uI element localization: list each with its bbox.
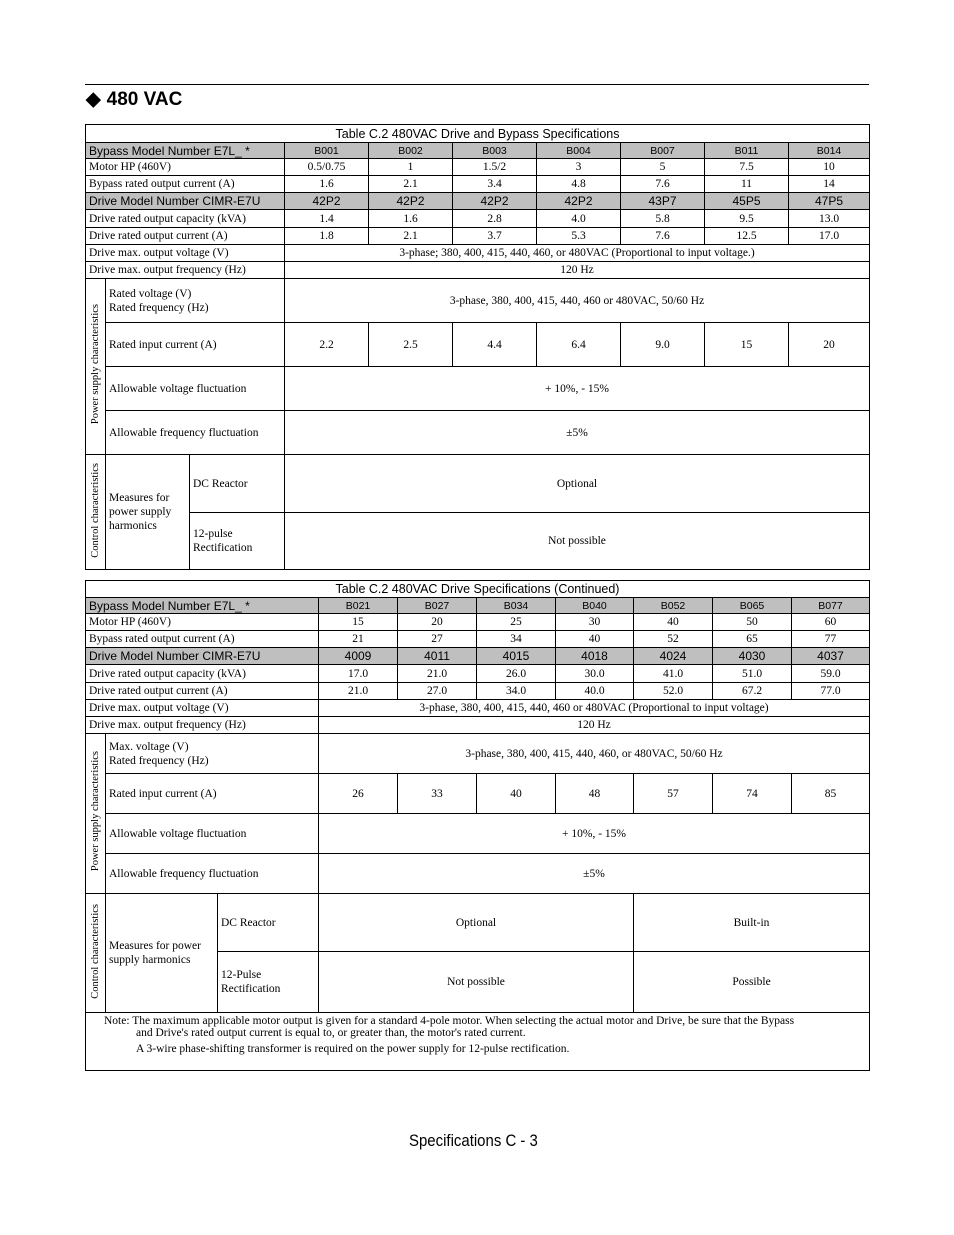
- bypass-model: B003: [453, 143, 537, 159]
- cell: 2.1: [369, 176, 453, 193]
- row-label: Allowable frequency fluctuation: [106, 854, 319, 894]
- spec-table-2: [85, 580, 870, 1071]
- row-label: Drive rated output capacity (kVA): [86, 210, 285, 228]
- cell-span: 3-phase, 380, 400, 415, 440, 460 or 480VAC (Proportional to input voltage): [319, 700, 870, 717]
- row-label: Measures for power supply harmonics: [106, 455, 190, 570]
- cell: 4.8: [537, 176, 621, 193]
- row-label: Rated input current (A): [106, 323, 285, 367]
- cell: 74: [713, 774, 792, 814]
- row-label: Max. voltage (V) Rated frequency (Hz): [106, 734, 319, 774]
- cell: 59.0: [792, 665, 870, 683]
- cell: 52.0: [634, 683, 713, 700]
- cell: 52: [634, 631, 713, 648]
- cell-span: + 10%, - 15%: [285, 367, 870, 411]
- cell: 6.4: [537, 323, 621, 367]
- row-label: Drive max. output voltage (V): [86, 700, 319, 717]
- row-label: Allowable frequency fluctuation: [106, 411, 285, 455]
- row-sublabel: DC Reactor: [190, 455, 285, 513]
- bypass-model-label: Bypass Model Number E7L_ *: [86, 143, 285, 159]
- cell: 85: [792, 774, 870, 814]
- cell: 7.5: [705, 159, 789, 176]
- row-label: Motor HP (460V): [86, 159, 285, 176]
- cell: 2.1: [369, 228, 453, 245]
- cell: 21: [319, 631, 398, 648]
- cell-span: 120 Hz: [319, 717, 870, 734]
- bypass-model-label: Bypass Model Number E7L_ *: [86, 598, 319, 614]
- bypass-model: B001: [285, 143, 369, 159]
- section-title: 480 VAC: [106, 89, 183, 110]
- drive-model-label: Drive Model Number CIMR-E7U: [86, 648, 319, 665]
- cell: 15: [319, 614, 398, 631]
- cell: 1.6: [369, 210, 453, 228]
- bypass-model: B040: [556, 598, 634, 614]
- row-label: Measures for power supply harmonics: [106, 894, 218, 1013]
- cell: 34.0: [477, 683, 556, 700]
- drive-model: 4009: [319, 648, 398, 665]
- row-label: Motor HP (460V): [86, 614, 319, 631]
- cell: 0.5/0.75: [285, 159, 369, 176]
- cell: 26.0: [477, 665, 556, 683]
- cell: 1: [369, 159, 453, 176]
- bypass-model: B052: [634, 598, 713, 614]
- cell: 9.0: [621, 323, 705, 367]
- cell: 33: [398, 774, 477, 814]
- group-label-power-supply: Power supply characteristics: [86, 279, 106, 455]
- drive-model: 43P7: [621, 193, 705, 210]
- group-label-control: Control characteristics: [86, 455, 106, 570]
- cell-span: 3-phase, 380, 400, 415, 440, 460, or 480VAC, 50/60 Hz: [319, 734, 870, 774]
- cell: 3: [537, 159, 621, 176]
- bypass-model: B065: [713, 598, 792, 614]
- cell: 9.5: [705, 210, 789, 228]
- row-label: Allowable voltage fluctuation: [106, 367, 285, 411]
- drive-model: 45P5: [705, 193, 789, 210]
- cell: 1.5/2: [453, 159, 537, 176]
- table-note: [86, 1013, 870, 1071]
- cell: 7.6: [621, 228, 705, 245]
- bypass-model: B027: [398, 598, 477, 614]
- drive-model: 42P2: [369, 193, 453, 210]
- cell: 21.0: [319, 683, 398, 700]
- note-line: and Drive's rated output current is equal to, or greater than, the motor's rated current.: [136, 1027, 526, 1039]
- bypass-model: B002: [369, 143, 453, 159]
- drive-model: 42P2: [453, 193, 537, 210]
- row-label: Drive max. output frequency (Hz): [86, 262, 285, 279]
- cell-span: 120 Hz: [285, 262, 870, 279]
- cell: 5.3: [537, 228, 621, 245]
- top-rule: [85, 84, 869, 85]
- row-label: Drive rated output current (A): [86, 683, 319, 700]
- row-label: Drive max. output frequency (Hz): [86, 717, 319, 734]
- cell-span: Possible: [634, 952, 870, 1013]
- bypass-model: B034: [477, 598, 556, 614]
- cell: 40: [556, 631, 634, 648]
- row-label: Rated input current (A): [106, 774, 319, 814]
- cell: 40: [477, 774, 556, 814]
- drive-model: 4030: [713, 648, 792, 665]
- row-label: Drive max. output voltage (V): [86, 245, 285, 262]
- cell: 17.0: [789, 228, 870, 245]
- cell: 7.6: [621, 176, 705, 193]
- cell: 4.4: [453, 323, 537, 367]
- drive-model: 42P2: [537, 193, 621, 210]
- cell: 10: [789, 159, 870, 176]
- cell: 3.7: [453, 228, 537, 245]
- cell: 3.4: [453, 176, 537, 193]
- cell: 57: [634, 774, 713, 814]
- drive-model: 4015: [477, 648, 556, 665]
- cell: 5.8: [621, 210, 705, 228]
- cell-span: Optional: [285, 455, 870, 513]
- page-footer: Specifications C - 3: [409, 1131, 538, 1150]
- row-label: Allowable voltage fluctuation: [106, 814, 319, 854]
- cell: 2.5: [369, 323, 453, 367]
- cell: 30: [556, 614, 634, 631]
- cell: 15: [705, 323, 789, 367]
- bypass-model: B014: [789, 143, 870, 159]
- spec-table-1: [85, 124, 870, 570]
- table-caption: Table C.2 480VAC Drive Specifications (Continued): [86, 581, 870, 598]
- cell: 1.4: [285, 210, 369, 228]
- bypass-model: B004: [537, 143, 621, 159]
- cell: 20: [789, 323, 870, 367]
- cell: 50: [713, 614, 792, 631]
- cell: 27.0: [398, 683, 477, 700]
- cell-span: ±5%: [285, 411, 870, 455]
- drive-model: 4037: [792, 648, 870, 665]
- cell: 4.0: [537, 210, 621, 228]
- section-heading: [86, 88, 182, 112]
- cell: 26: [319, 774, 398, 814]
- cell-span: ±5%: [319, 854, 870, 894]
- cell-span: Not possible: [285, 513, 870, 570]
- cell: 5: [621, 159, 705, 176]
- row-label: Bypass rated output current (A): [86, 631, 319, 648]
- cell: 65: [713, 631, 792, 648]
- cell: 12.5: [705, 228, 789, 245]
- row-label: Drive rated output current (A): [86, 228, 285, 245]
- cell: 2.2: [285, 323, 369, 367]
- cell: 17.0: [319, 665, 398, 683]
- cell: 14: [789, 176, 870, 193]
- note-line: Note: The maximum applicable motor output is given for a standard 4-pole motor. When selecting the actual motor and Drive, be sure that the Bypass: [104, 1015, 795, 1027]
- cell: 60: [792, 614, 870, 631]
- cell: 11: [705, 176, 789, 193]
- bypass-model: B011: [705, 143, 789, 159]
- cell: 27: [398, 631, 477, 648]
- note-line: A 3-wire phase-shifting transformer is required on the power supply for 12-pulse rectification.: [136, 1043, 570, 1055]
- cell: 21.0: [398, 665, 477, 683]
- group-label-power-supply: Power supply characteristics: [86, 734, 106, 894]
- cell: 30.0: [556, 665, 634, 683]
- cell: 20: [398, 614, 477, 631]
- cell: 40.0: [556, 683, 634, 700]
- cell-span: Not possible: [319, 952, 634, 1013]
- cell-span: 3-phase, 380, 400, 415, 440, 460 or 480VAC, 50/60 Hz: [285, 279, 870, 323]
- cell: 2.8: [453, 210, 537, 228]
- cell: 77.0: [792, 683, 870, 700]
- row-sublabel: DC Reactor: [218, 894, 319, 952]
- row-label: Rated voltage (V) Rated frequency (Hz): [106, 279, 285, 323]
- cell-span: 3-phase; 380, 400, 415, 440, 460, or 480VAC (Proportional to input voltage.): [285, 245, 870, 262]
- row-label: Bypass rated output current (A): [86, 176, 285, 193]
- cell-span: + 10%, - 15%: [319, 814, 870, 854]
- cell: 67.2: [713, 683, 792, 700]
- cell: 1.8: [285, 228, 369, 245]
- diamond-icon: ◆: [86, 89, 101, 110]
- cell: 1.6: [285, 176, 369, 193]
- drive-model: 4018: [556, 648, 634, 665]
- bypass-model: B021: [319, 598, 398, 614]
- bypass-model: B007: [621, 143, 705, 159]
- cell: 34: [477, 631, 556, 648]
- cell: 41.0: [634, 665, 713, 683]
- group-label-control: Control characteristics: [86, 894, 106, 1013]
- row-sublabel: 12-pulse Rectification: [190, 513, 285, 570]
- drive-model: 47P5: [789, 193, 870, 210]
- drive-model-label: Drive Model Number CIMR-E7U: [86, 193, 285, 210]
- row-sublabel: 12-Pulse Rectification: [218, 952, 319, 1013]
- cell: 51.0: [713, 665, 792, 683]
- bypass-model: B077: [792, 598, 870, 614]
- cell: 13.0: [789, 210, 870, 228]
- row-label: Drive rated output capacity (kVA): [86, 665, 319, 683]
- drive-model: 4011: [398, 648, 477, 665]
- cell: 25: [477, 614, 556, 631]
- drive-model: 4024: [634, 648, 713, 665]
- cell: 40: [634, 614, 713, 631]
- drive-model: 42P2: [285, 193, 369, 210]
- table-caption: Table C.2 480VAC Drive and Bypass Specifications: [86, 125, 870, 143]
- cell: 77: [792, 631, 870, 648]
- cell: 48: [556, 774, 634, 814]
- cell-span: Built-in: [634, 894, 870, 952]
- cell-span: Optional: [319, 894, 634, 952]
